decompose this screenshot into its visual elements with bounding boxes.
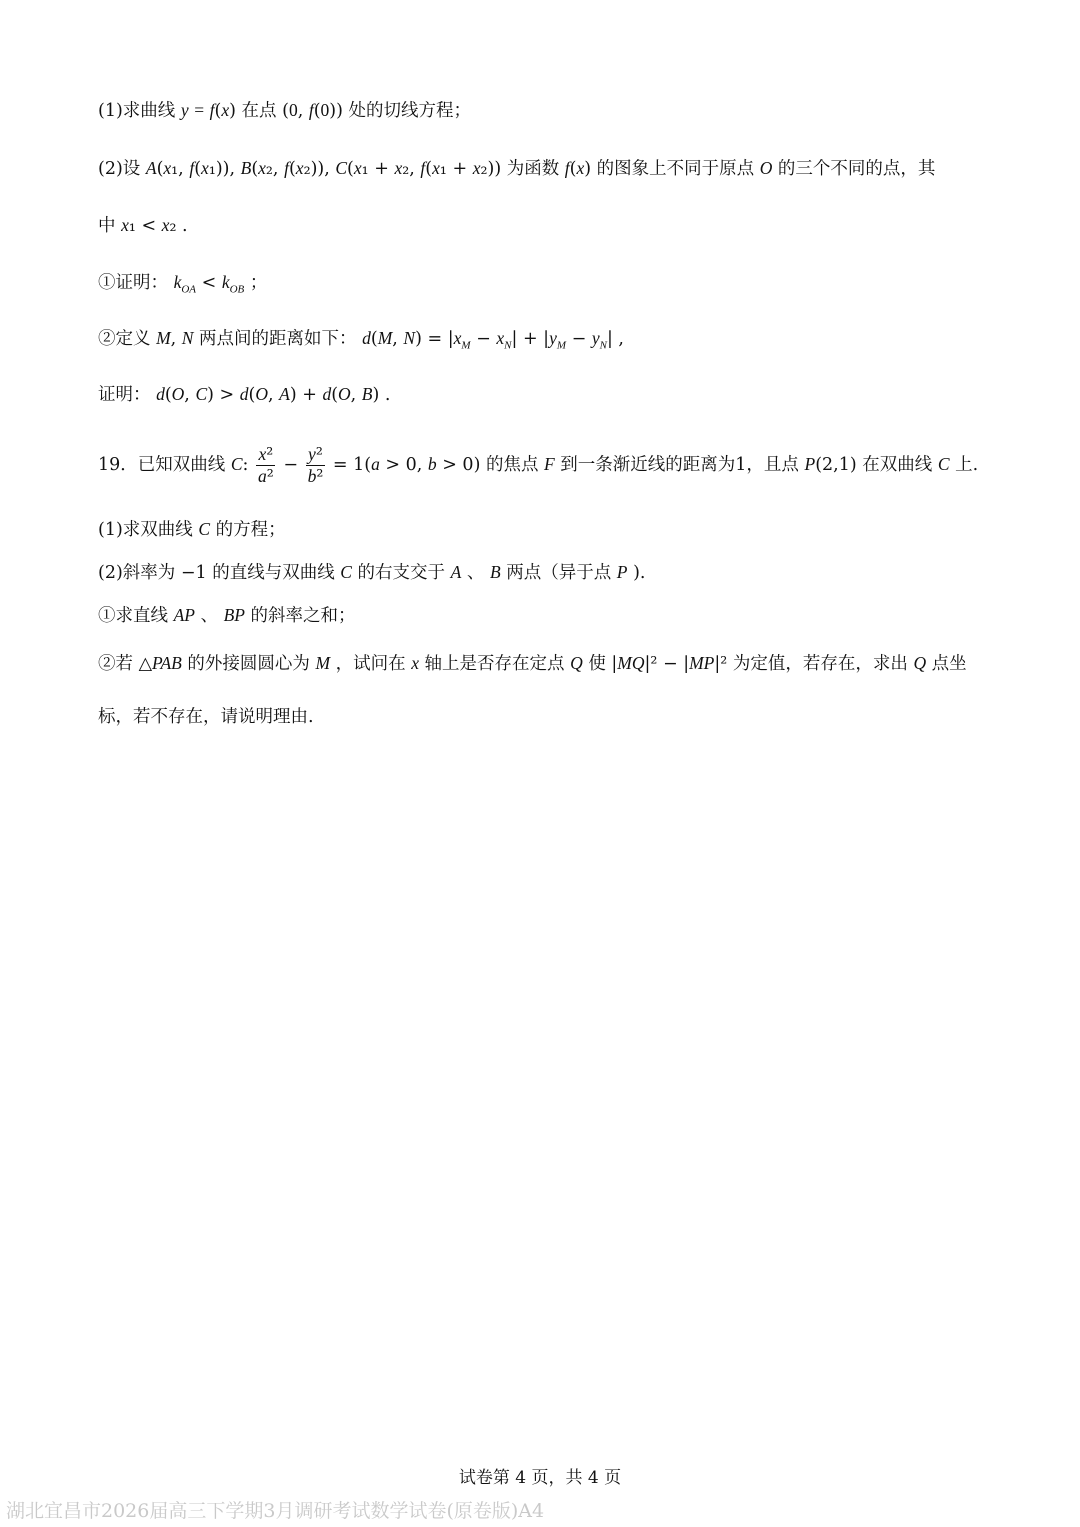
q18-part2: (2)设 A(x₁, f(x₁)), B(x₂, f(x₂)), C(x₁ + x₂, f(x₁ + x₂)) 为函数 f(x) 的图象上不同于原点 O 的三个不同的点，其: [98, 158, 936, 179]
q19-circle2-cont: 标，若不存在，请说明理由.: [98, 707, 314, 727]
q18-part2-cont: 中 x₁ < x₂ .: [98, 215, 188, 236]
source-watermark: 湖北宜昌市2026届高三下学期3月调研考试数学试卷(原卷版)A4: [6, 1500, 545, 1522]
q19-circle1: ①求直线 AP 、 BP 的斜率之和；: [98, 605, 356, 626]
q19-stem: 19．已知双曲线 C: $\frac{\text{x²}}{\text{a²}}$ − $\frac{\text{y²}}{\text{b²}}$ = 1(a > 0, b > 0) 的焦点 F 到一条渐近线的距离为1，且点 P(2,1) 在双曲线 C 上.: [98, 443, 979, 487]
q18-part1: (1)求曲线 y = f(x) 在点 (0, f(0)) 处的切线方程；: [98, 100, 471, 121]
q18-circle2-proof: 证明： d(O, C) > d(O, A) + d(O, B) .: [98, 384, 391, 405]
q18-circle2: ②定义 M, N 两点间的距离如下： d(M, $N) = |x_M - x_N| + |y_M - y_N|$ ,: [98, 328, 624, 352]
q19-part1: (1)求双曲线 C 的方程；: [98, 519, 286, 540]
q18-circle1: ①证明： $k_{OA} < k_{OB}$ ；: [98, 272, 268, 296]
q19-part2: (2)斜率为 −1 的直线与双曲线 C 的右支交于 A 、 B 两点（异于点 P ).: [98, 562, 646, 583]
page-footer: 试卷第 4 页，共 4 页: [458, 1468, 622, 1488]
q19-circle2: ②若 △PAB 的外接圆圆心为 M ，试问在 x 轴上是否存在定点 Q 使 |MQ|² − |MP|² 为定值，若存在，求出 Q 点坐: [98, 653, 967, 674]
